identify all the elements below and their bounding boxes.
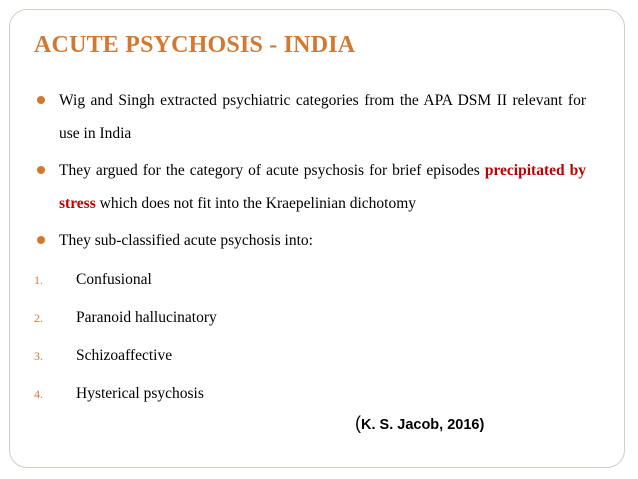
citation [355, 413, 484, 434]
bullet-highlight: precipitated by stress [59, 162, 586, 212]
item-label: Hysterical psychosis [76, 385, 204, 402]
bullet-item [34, 84, 586, 150]
bullet-text-after: which does not fit into the Kraepelinian dichotomy [95, 195, 417, 212]
bullet-dot-icon [37, 96, 45, 104]
item-number: 1. [34, 273, 43, 287]
item-label: Paranoid hallucinatory [76, 309, 217, 326]
bullet-text-before: They argued for the category of acute psychosis for brief episodes [59, 162, 485, 179]
bullet-dot-icon [37, 166, 45, 174]
bullet-text: They sub-classified acute psychosis into: [59, 232, 313, 249]
numbered-item [34, 337, 586, 375]
item-number: 4. [34, 387, 43, 401]
item-label: Schizoaffective [76, 347, 173, 364]
bullet-item [34, 154, 586, 220]
numbered-item [34, 261, 586, 299]
item-number: 3. [34, 349, 43, 363]
slide-body [34, 84, 586, 413]
slide-title: ACUTE PSYCHOSIS - INDIA [34, 32, 356, 58]
item-label: Confusional [76, 271, 152, 288]
bullet-item [34, 224, 586, 257]
bullet-dot-icon [37, 236, 45, 244]
numbered-item [34, 375, 586, 413]
bullet-text: Wig and Singh extracted psychiatric categories from the APA DSM II relevant for use in India [59, 92, 586, 142]
item-number: 2. [34, 311, 43, 325]
citation-text: K. S. Jacob, 2016) [361, 417, 485, 433]
citation-open-paren: ( [355, 413, 361, 433]
numbered-item [34, 299, 586, 337]
